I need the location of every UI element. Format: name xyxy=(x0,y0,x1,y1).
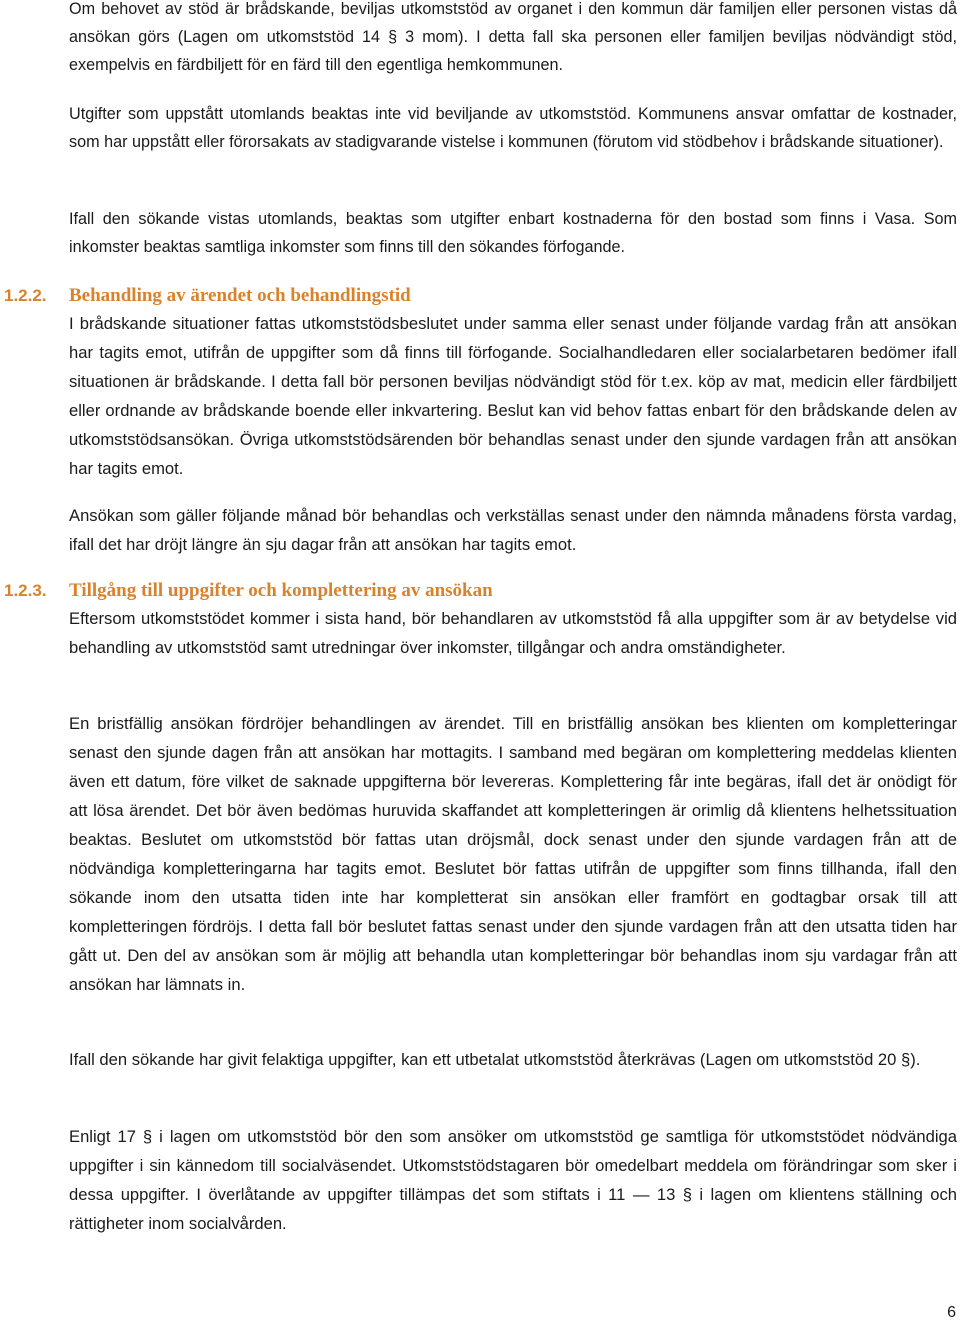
paragraph: Om behovet av stöd är brådskande, beviljas utkomststöd av organet i den kommun där familjen eller personen vistas då ansökan görs (Lagen om utkomststöd 14 § 3 mom). I detta fall ska personen eller familjen beviljas nödvändigt stöd, exempelvis en färdbiljett för en färd till den egentliga hemkommunen. xyxy=(69,0,957,74)
intro-paragraph-3 xyxy=(69,205,957,261)
paragraph: Enligt 17 § i lagen om utkomststöd bör den som ansöker om utkomststöd ge samtliga för utkomststödet nödvändiga uppgifter i sin kännedom till socialväsendet. Utkomststödstagaren bör omedelbart meddela om förändringar som sker i dessa uppgifter. I överlåtande av uppgifter tillämpas det som stiftats i 11 — 13 § i lagen om klientens ställning och rättigheter inom socialvården. xyxy=(69,1127,957,1233)
section-1-2-3-paragraph-1 xyxy=(69,604,957,662)
page-number: 6 xyxy=(947,1304,956,1321)
paragraph: I brådskande situationer fattas utkomststödsbeslutet under samma eller senast under följande vardag från att ansökan har tagits emot, utifrån de uppgifter som då finns till förfogande. Socialhandledaren eller socialarbetaren bedömer ifall situationen är brådskande. I detta fall bör personen beviljas nödvändigt stöd för t.ex. köp av mat, medicin eller färdbiljett eller ordnande av brådskande boende eller inkvartering. Beslut kan vid behov fattas enbart för den brådskande delen av utkomststödsansökan. Övriga utkomststödsärenden bör behandlas senast under den sjunde vardagen från att ansökan har tagits emot. xyxy=(69,314,957,478)
section-1-2-3-paragraph-3 xyxy=(69,1045,957,1074)
paragraph: En bristfällig ansökan fördröjer behandlingen av ärendet. Till en bristfällig ansökan bes klienten om kompletteringar senast den sjunde dagen från att ansökan har mottagits. I samband med begäran om komplettering meddelas klienten även ett datum, före vilket de saknade uppgifterna bör levereras. Komplettering får inte begäras, ifall det är onödigt för att lösa ärendet. Det bör även bedömas huruvida skaffandet att kompletteringen är orimlig då klientens helhetssituation beaktas. Beslutet om utkomststöd bör fattas utan dröjsmål, dock senast under den sjunde vardagen från att de nödvändiga kompletteringarna har tagits emot. Beslutet bör fattas utifrån de uppgifter som finns tillhanda, ifall den sökande inom den utsatta tiden inte har kompletterat sin ansökan eller framfört en godtagbar orsak till att kompletteringen fördröjs. I detta fall bör beslutet fattas senast under den sjunde vardagen från att den utsatta tiden har gått ut. Den del av ansökan som är möjlig att behandla utan kompletteringar bör behandlas inom sju vardagar från att ansökan har lämnats in. xyxy=(69,714,957,994)
paragraph: Ansökan som gäller följande månad bör behandlas och verkställas senast under den nämnda månadens första vardag, ifall det har dröjt längre än sju dagar från att ansökan har tagits emot. xyxy=(69,506,957,554)
intro-paragraph-2 xyxy=(69,100,957,156)
section-1-2-3-paragraph-2 xyxy=(69,709,957,999)
intro-paragraph-1 xyxy=(69,0,957,79)
section-heading-1-2-2 xyxy=(0,281,960,310)
section-1-2-3-paragraph-4 xyxy=(69,1122,957,1238)
section-number: 1.2.3. xyxy=(4,581,47,600)
section-title: Tillgång till uppgifter och komplettering av ansökan xyxy=(69,580,493,601)
section-heading-1-2-3 xyxy=(0,576,960,605)
section-number: 1.2.2. xyxy=(4,286,47,305)
section-title: Behandling av ärendet och behandlingstid xyxy=(69,285,411,306)
paragraph: Ifall den sökande vistas utomlands, beaktas som utgifter enbart kostnaderna för den bostad som finns i Vasa. Som inkomster beaktas samtliga inkomster som finns till den sökandes förfogande. xyxy=(69,210,957,256)
paragraph: Ifall den sökande har givit felaktiga uppgifter, kan ett utbetalat utkomststöd återkrävas (Lagen om utkomststöd 20 §). xyxy=(69,1050,921,1069)
section-1-2-2-paragraph-1 xyxy=(69,309,957,483)
paragraph: Utgifter som uppstått utomlands beaktas inte vid beviljande av utkomststöd. Kommunens ansvar omfattar de kostnader, som har uppstått eller förorsakats av stadigvarande vistelse i kommunen (förutom vid stödbehov i brådskande situationer). xyxy=(69,105,957,151)
section-1-2-2-paragraph-2 xyxy=(69,501,957,559)
paragraph: Eftersom utkomststödet kommer i sista hand, bör behandlaren av utkomststöd få alla uppgifter som är av betydelse vid behandling av utkomststöd samt utredningar över inkomster, tillgångar och andra omständigheter. xyxy=(69,609,957,657)
